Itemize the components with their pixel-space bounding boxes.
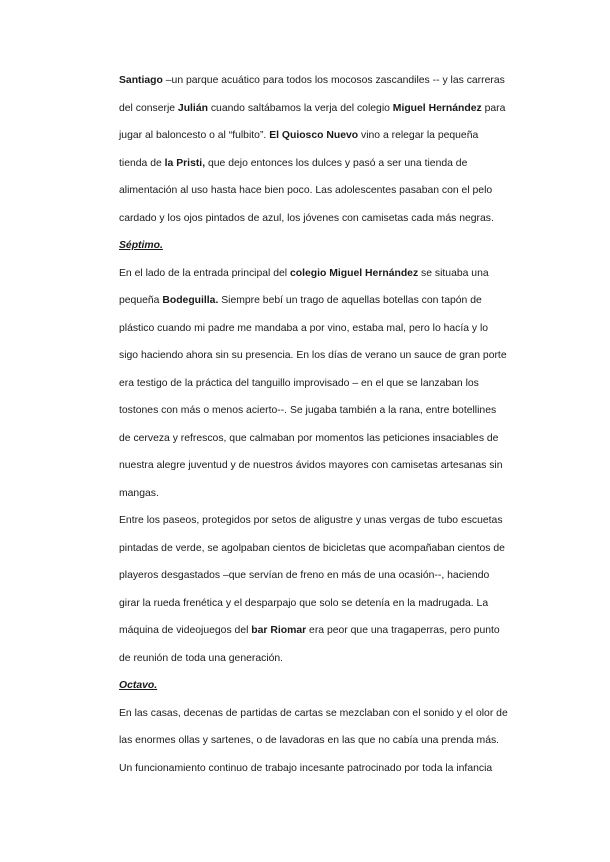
- text-line: [119, 507, 519, 535]
- bold-text: la Pristi,: [164, 157, 206, 169]
- bold-text: Santiago: [119, 75, 163, 86]
- text-run: vino a relegar la pequeña: [358, 130, 479, 141]
- text-line: [119, 617, 519, 645]
- text-run: máquina de videojuegos del: [119, 625, 252, 636]
- text-line: [119, 452, 519, 480]
- text-line: [119, 370, 519, 398]
- bold-text: Bodeguilla.: [162, 295, 219, 306]
- section-heading-septimo: Séptimo.: [119, 240, 163, 251]
- bold-text: El Quiosco Nuevo: [269, 130, 359, 141]
- text-run: mangas.: [119, 487, 159, 499]
- bold-text: bar Riomar: [251, 625, 307, 636]
- text-run: para: [481, 102, 506, 114]
- text-line: [119, 177, 519, 205]
- text-line: [119, 590, 519, 618]
- text-run: En las casas, decenas de partidas de cartas se mezclaban con el sonido y el olor de: [119, 707, 508, 719]
- text-run: pequeña: [119, 295, 163, 306]
- text-line: [119, 562, 519, 590]
- text-run: pintadas de verde, se agolpaban cientos de bicicletas que acompañaban cientos de: [119, 542, 505, 554]
- text-line: [119, 755, 519, 783]
- bold-text: Miguel Hernández: [392, 102, 482, 114]
- text-run: girar la rueda frenética y el desparpajo que solo se detenía en la madrugada. La: [119, 597, 489, 609]
- text-line: [119, 727, 519, 755]
- paragraph-santiago: [119, 67, 519, 232]
- text-run: plástico cuando mi padre me mandaba a por vino, estaba mal, pero lo hacía y lo: [119, 322, 489, 334]
- paragraph-casas: [119, 700, 519, 783]
- bold-text: Julián: [177, 102, 208, 114]
- text-line: [119, 535, 519, 563]
- text-run: Un funcionamiento continuo de trabajo incesante patrocinado por toda la infancia: [119, 762, 493, 774]
- text-run: Siempre bebí un trago de aquellas botellas con tapón de: [218, 295, 482, 306]
- text-run: nuestra alegre juventud y de nuestros ávidos mayores con camisetas artesanas sin: [119, 460, 503, 471]
- text-line: [119, 480, 519, 508]
- text-run: del conserje: [119, 102, 178, 114]
- text-run: de reunión de toda una generación.: [119, 652, 284, 664]
- text-run: que dejo entonces los dulces y pasó a ser una tienda de: [205, 157, 468, 169]
- section-heading-octavo: Octavo.: [119, 680, 158, 691]
- text-run: cuando saltábamos la verja del colegio: [207, 102, 393, 114]
- text-run: tienda de: [119, 157, 165, 169]
- text-run: las enormes ollas y sartenes, o de lavadoras en las que no cabía una prenda más.: [119, 735, 500, 746]
- text-line: [119, 205, 519, 233]
- text-run: se situaba una: [418, 267, 489, 279]
- text-line: [119, 287, 519, 315]
- text-run: era peor que una tragaperras, pero punto: [306, 625, 500, 636]
- text-run: playeros desgastados –que servían de freno en más de una ocasión--, haciendo: [119, 570, 490, 581]
- text-line: [119, 397, 519, 425]
- paragraph-paseos: [119, 507, 519, 672]
- text-run: de cerveza y refrescos, que calmaban por momentos las peticiones insaciables de: [119, 432, 499, 444]
- text-run: –un parque acuático para todos los mocosos zascandiles -- y las carreras: [162, 75, 505, 86]
- text-run: jugar al baloncesto o al “fulbito”.: [119, 130, 270, 141]
- text-run: sigo haciendo ahora sin su presencia. En los días de verano un sauce de gran porte: [119, 350, 507, 361]
- text-line: [119, 425, 519, 453]
- text-run: Entre los paseos, protegidos por setos de aligustre y unas vergas de tubo escuetas: [119, 515, 503, 526]
- bold-text: colegio Miguel Hernández: [289, 267, 419, 279]
- text-line: [119, 67, 519, 95]
- text-line: [119, 700, 519, 728]
- text-line: [119, 645, 519, 673]
- text-line: [119, 342, 519, 370]
- text-run: tostones con más o menos acierto--. Se jugaba también a la rana, entre botellines: [119, 405, 497, 416]
- text-line: [119, 122, 519, 150]
- text-run: alimentación al uso hasta hace bien poco. Las adolescentes pasaban con el pelo: [119, 185, 493, 196]
- text-line: [119, 95, 519, 123]
- text-run: era testigo de la práctica del tanguillo improvisado – en el que se lanzaban los: [119, 377, 479, 389]
- text-line: [119, 150, 519, 178]
- text-line: [119, 260, 519, 288]
- text-run: En el lado de la entrada principal del: [119, 267, 290, 279]
- text-run: cardado y los ojos pintados de azul, los jóvenes con camisetas cada más negras.: [119, 212, 494, 224]
- paragraph-bodeguilla: [119, 260, 519, 508]
- text-line: [119, 315, 519, 343]
- document-body: [119, 67, 519, 782]
